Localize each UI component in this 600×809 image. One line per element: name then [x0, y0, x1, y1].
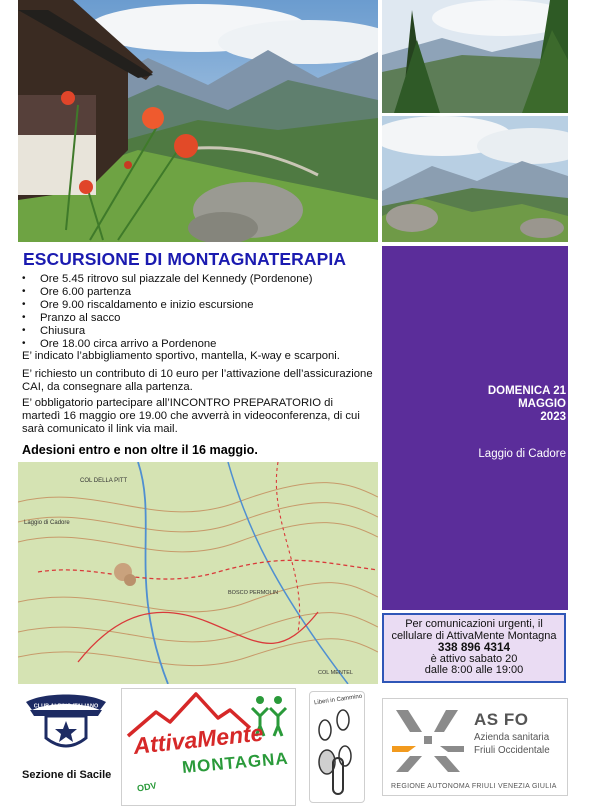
region-label: REGIONE AUTONOMA FRIULI VENEZIA GIULIA: [391, 783, 557, 790]
valley-photo-top: [382, 0, 568, 113]
topographic-map: [18, 462, 378, 684]
list-item: • Ore 18.00 circa arrivo a Pordenone: [22, 338, 367, 351]
event-place: Laggio di Cadore: [478, 448, 566, 460]
contact-line: cellulare di AttivaMente Montagna: [391, 629, 557, 642]
map-label: COL DELLA PITT: [80, 478, 128, 484]
deadline-note: Adesioni entro e non oltre il 16 maggio.: [22, 443, 258, 457]
list-item: • Chiusura: [22, 325, 367, 338]
list-item: • Ore 5.45 ritrovo sul piazzale del Kennedy (Pordenone): [22, 273, 367, 286]
asfo-subtitle: Azienda sanitaria: [474, 732, 550, 743]
rocky-peak-photo: [382, 116, 568, 242]
liberi-in-cammino-text: Liberi in Cammino: [313, 693, 363, 707]
contact-line: è attivo sabato 20: [430, 652, 518, 665]
footprints-carabiner-icon: [313, 708, 361, 798]
phone-number: 338 896 4314: [437, 640, 511, 655]
list-item: • Ore 6.00 partenza: [22, 286, 367, 299]
hut-flowers-photo: [18, 0, 378, 242]
attivamente-wordmark: AttivaMente: [132, 719, 265, 760]
odv-label: ODV: [136, 780, 158, 794]
list-item: • Pranzo al sacco: [22, 312, 367, 325]
map-label: Laggio di Cadore: [24, 520, 70, 526]
contact-box: [382, 613, 566, 683]
asfo-subtitle: Friuli Occidentale: [474, 745, 550, 756]
asfo-emblem-icon: [388, 706, 468, 774]
program-list: [22, 273, 367, 350]
montagna-wordmark: MONTAGNA: [181, 748, 290, 778]
map-label: COL MENTEL: [318, 670, 353, 676]
event-panel: [382, 246, 568, 610]
event-date-line: 2023: [540, 411, 566, 423]
cai-banner-text: CLUB ALPINO ITALIANO: [33, 703, 99, 710]
insurance-note: E’ richiesto un contributo di 10 euro per l’attivazione dell’assicurazione CAI, da consegnare alla partenza.: [22, 368, 373, 393]
event-date-line: MAGGIO: [518, 398, 566, 410]
map-label: BOSCO PERMOLIN: [228, 590, 279, 596]
asfo-title: AS FO: [474, 710, 529, 729]
contact-line: Per comunicazioni urgenti, il: [405, 618, 543, 630]
list-item: • Ore 9.00 riscaldamento e inizio escursione: [22, 299, 367, 312]
equipment-note: E’ indicato l’abbigliamento sportivo, mantella, K-way e scarponi.: [22, 350, 340, 362]
meeting-note: E’ obbligatorio partecipare all’INCONTRO PREPARATORIO di martedì 16 maggio ore 19.00 che avverrà in videoconferenza, di cui sarà comunicato il link via mail.: [22, 397, 360, 435]
event-date: [392, 385, 566, 424]
contact-line: dalle 8:00 alle 19:00: [424, 664, 524, 677]
cai-section-label: Sezione di Sacile: [22, 769, 112, 781]
event-date-line: DOMENICA 21: [487, 385, 566, 397]
page-title: ESCURSIONE DI MONTAGNATERAPIA: [23, 249, 347, 269]
cai-logo: [24, 688, 108, 758]
